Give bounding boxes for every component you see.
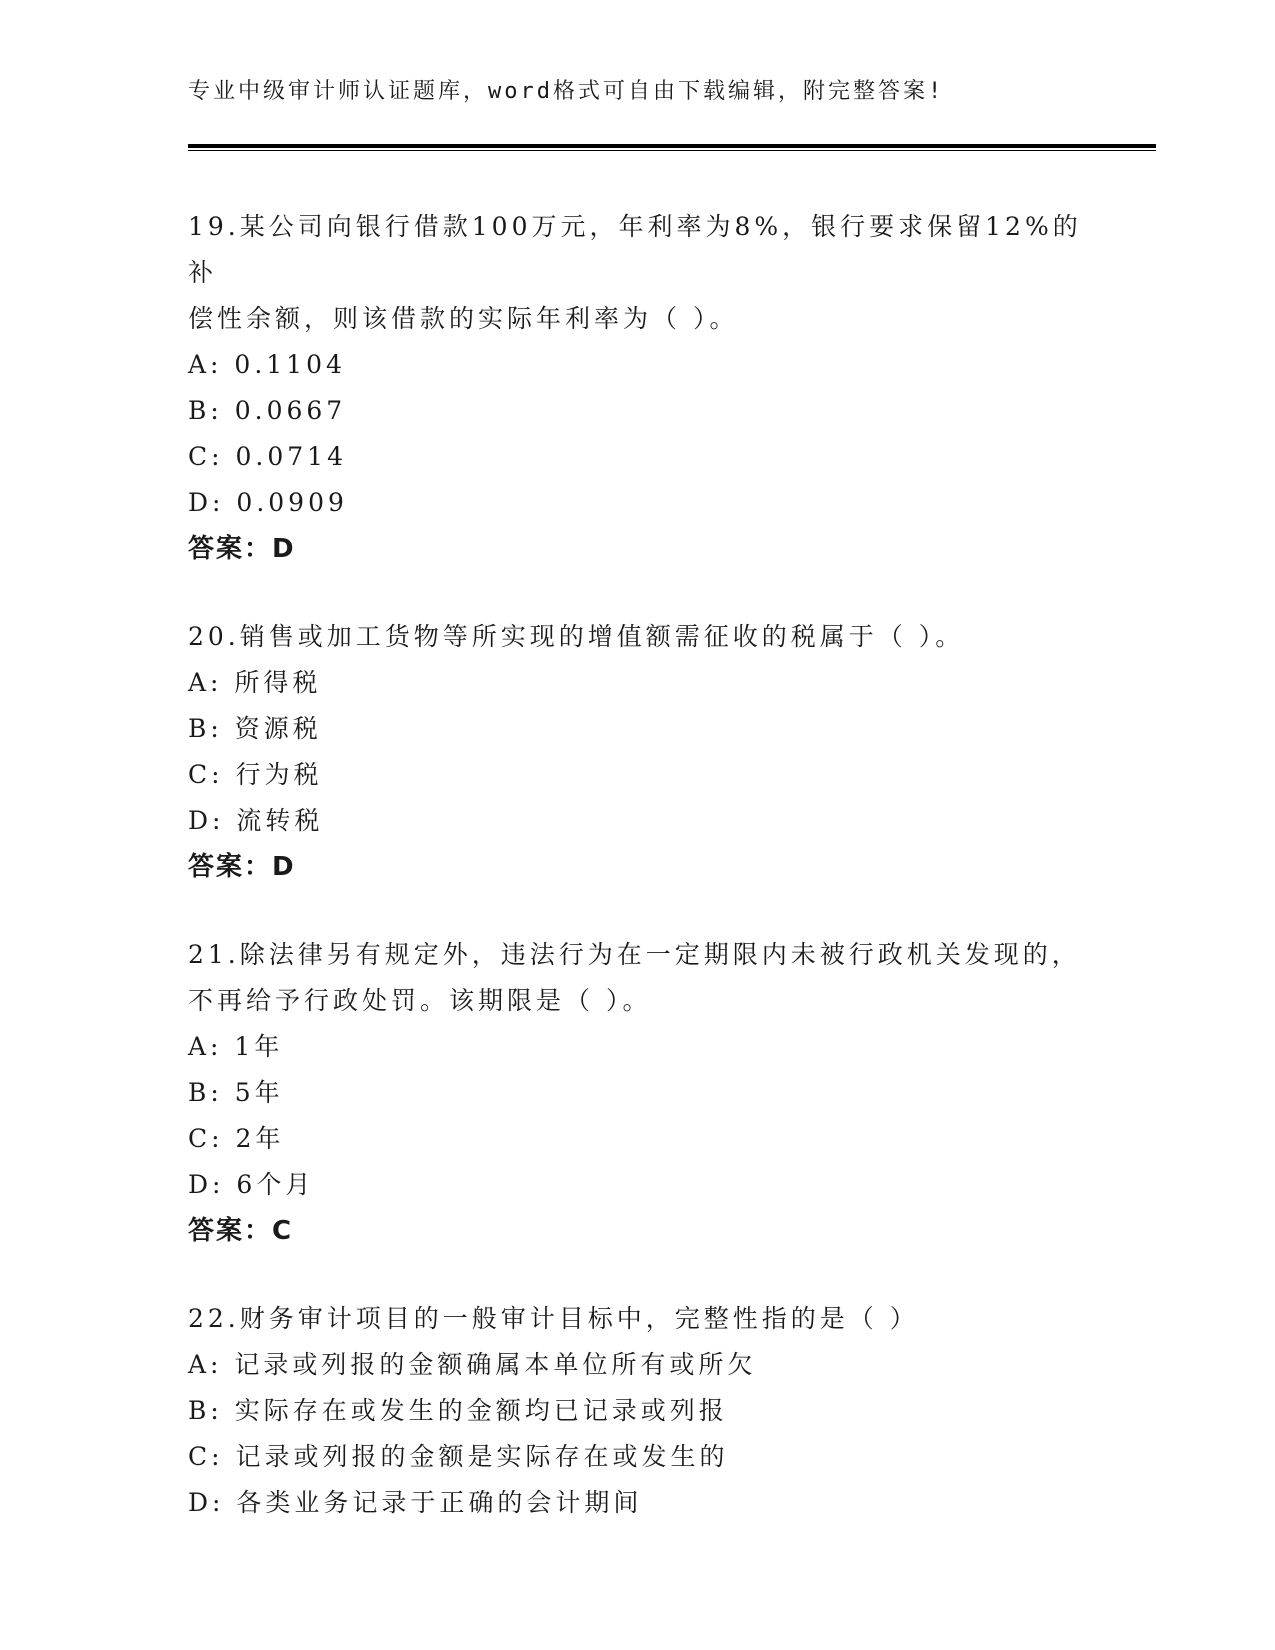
option-c: C: 0.0714 [188, 442, 347, 471]
option-a: A: 1年 [188, 1032, 284, 1061]
option-d: D: 流转税 [188, 806, 324, 835]
question-stem-cont: 偿性余额，则该借款的实际年利率为（ ）。 [188, 304, 739, 333]
option-b: B: 实际存在或发生的金额均已记录或列报 [188, 1396, 728, 1425]
option-d: D: 各类业务记录于正确的会计期间 [188, 1488, 643, 1517]
question-20 [188, 614, 1088, 890]
option-a: A: 0.1104 [188, 350, 346, 379]
option-d: D: 6个月 [188, 1170, 315, 1199]
option-a: A: 所得税 [188, 668, 322, 697]
header-divider-thin [188, 150, 1156, 151]
option-b: B: 5年 [188, 1078, 284, 1107]
option-a: A: 记录或列报的金额确属本单位所有或所欠 [188, 1350, 757, 1379]
question-list [188, 204, 1088, 1568]
question-stem: 19.某公司向银行借款100万元，年利率为8%，银行要求保留12%的补 [188, 212, 1082, 287]
question-21 [188, 932, 1088, 1254]
answer: 答案：D [188, 852, 296, 882]
option-b: B: 0.0667 [188, 396, 347, 425]
option-c: C: 行为税 [188, 760, 323, 789]
question-19 [188, 204, 1088, 572]
option-d: D: 0.0909 [188, 488, 348, 517]
option-c: C: 2年 [188, 1124, 285, 1153]
page-header: 专业中级审计师认证题库，word格式可自由下载编辑，附完整答案! [188, 79, 945, 104]
header-divider-thick [188, 144, 1156, 148]
question-stem: 20.销售或加工货物等所实现的增值额需征收的税属于（ ）。 [188, 622, 965, 651]
answer: 答案：C [188, 1216, 294, 1246]
option-b: B: 资源税 [188, 714, 322, 743]
question-stem-cont: 不再给予行政处罚。该期限是（ ）。 [188, 986, 652, 1015]
question-stem: 22.财务审计项目的一般审计目标中，完整性指的是（ ） [188, 1304, 919, 1333]
question-stem: 21.除法律另有规定外，违法行为在一定期限内未被行政机关发现的， [188, 940, 1081, 969]
answer: 答案：D [188, 534, 296, 564]
question-22 [188, 1296, 1088, 1526]
option-c: C: 记录或列报的金额是实际存在或发生的 [188, 1442, 729, 1471]
